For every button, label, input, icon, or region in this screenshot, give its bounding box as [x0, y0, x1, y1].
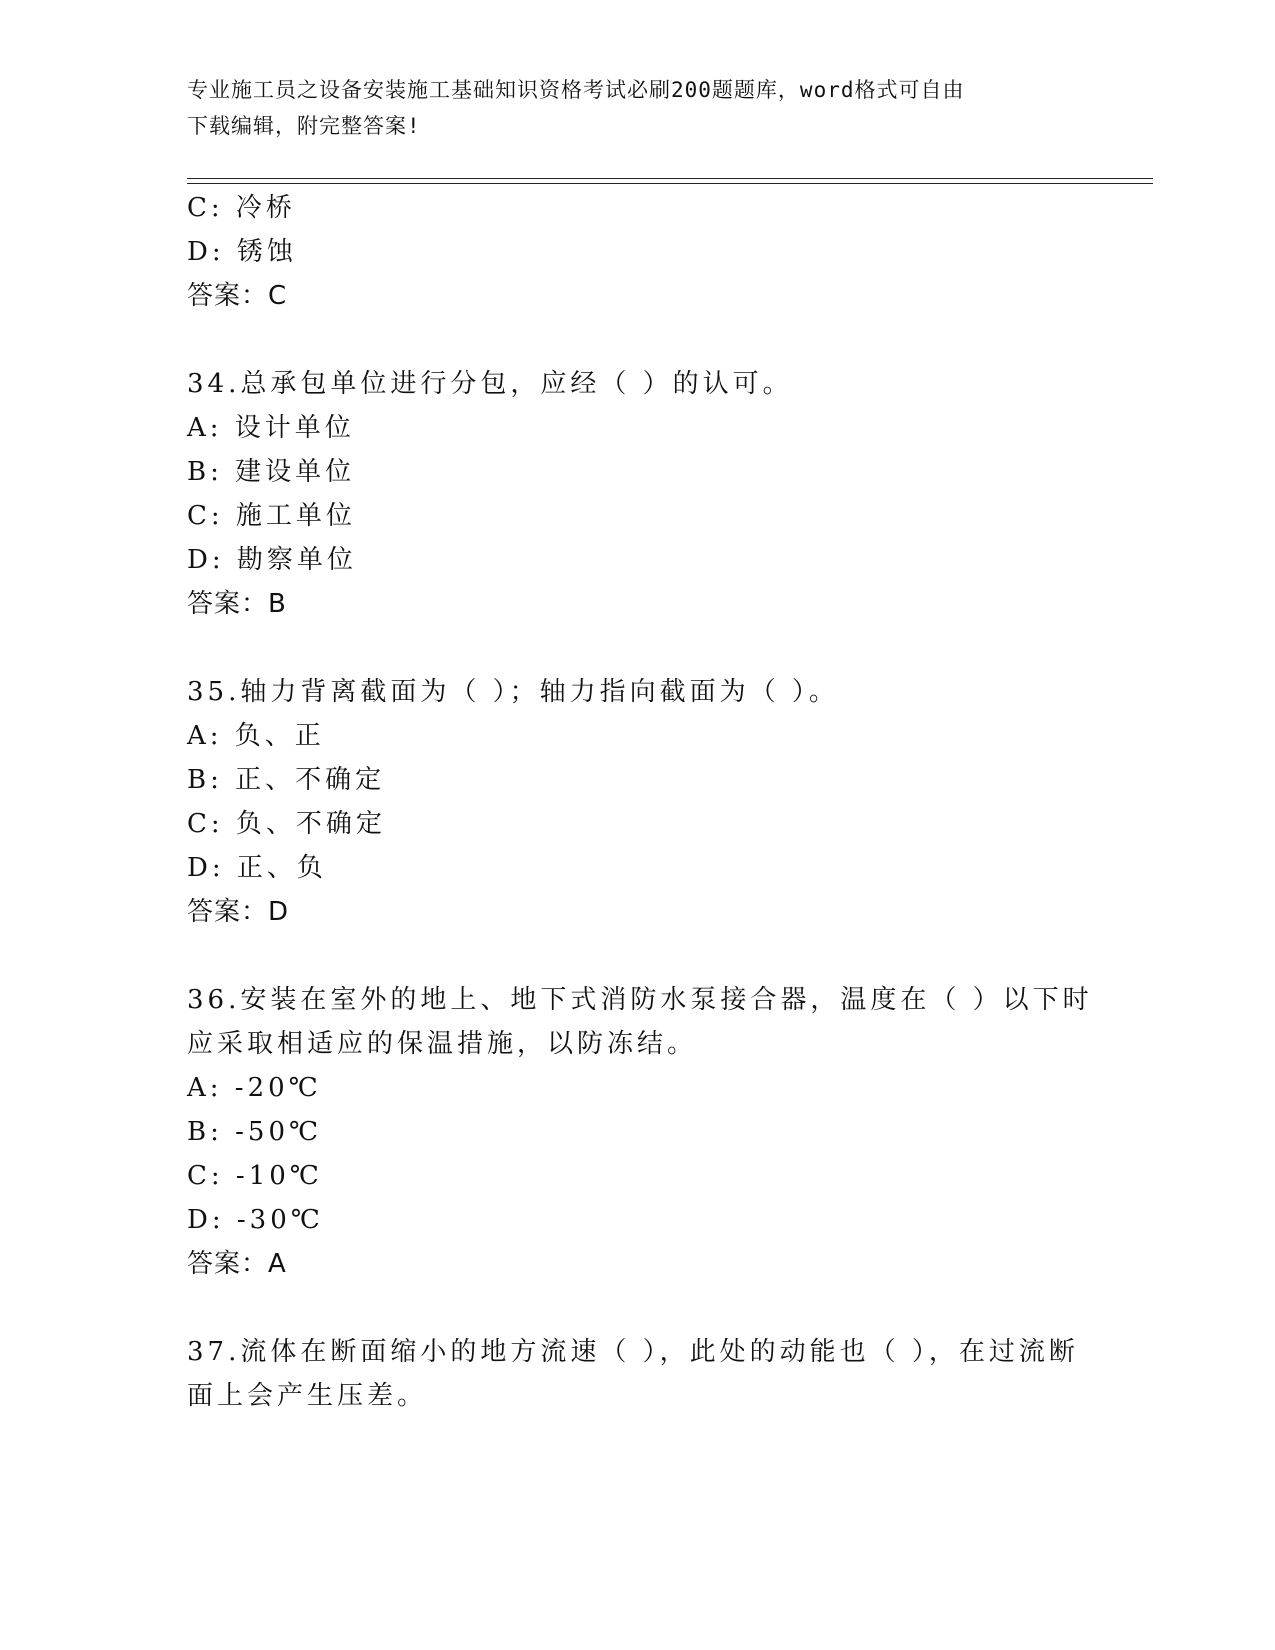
q33-option-c: C: 冷桥 — [187, 193, 296, 223]
header-rule-bottom — [187, 183, 1153, 184]
header-line-2: 下载编辑，附完整答案! — [187, 114, 421, 138]
q36-stem-line-2: 应采取相适应的保温措施，以防冻结。 — [187, 1029, 698, 1059]
header-rule-top — [187, 178, 1153, 179]
q36-stem-line-1: 36.安装在室外的地上、地下式消防水泵接合器，温度在（ ）以下时 — [187, 985, 1093, 1015]
header-line-1: 专业施工员之设备安装施工基础知识资格考试必刷200题题库，word格式可自由 — [187, 78, 965, 102]
q34-option-c: C: 施工单位 — [187, 501, 356, 531]
q34-option-a: A: 设计单位 — [187, 413, 355, 443]
q36-option-a: A: -20℃ — [187, 1073, 322, 1103]
q35-option-d: D: 正、负 — [187, 853, 327, 883]
q36-option-d: D: -30℃ — [187, 1205, 324, 1235]
q35-option-c: C: 负、不确定 — [187, 809, 386, 839]
document-header — [187, 72, 1087, 144]
q35-option-a: A: 负、正 — [187, 721, 325, 751]
q34-stem: 34.总承包单位进行分包，应经（ ）的认可。 — [187, 369, 793, 399]
q36-option-c: C: -10℃ — [187, 1161, 323, 1191]
q37-stem-line-1: 37.流体在断面缩小的地方流速（ ），此处的动能也（ ），在过流断 — [187, 1337, 1079, 1367]
q34-option-b: B: 建设单位 — [187, 457, 356, 487]
q36-answer: 答案：A — [187, 1249, 287, 1279]
q35-option-b: B: 正、不确定 — [187, 765, 386, 795]
q36-option-b: B: -50℃ — [187, 1117, 323, 1147]
q34-answer: 答案：B — [187, 589, 287, 619]
q37-stem-line-2: 面上会产生压差。 — [187, 1381, 428, 1411]
q33-option-d: D: 锈蚀 — [187, 237, 297, 267]
q35-stem: 35.轴力背离截面为（ ）；轴力指向截面为（ ）。 — [187, 677, 839, 707]
q34-option-d: D: 勘察单位 — [187, 545, 357, 575]
q35-answer: 答案：D — [187, 897, 290, 927]
q33-answer: 答案：C — [187, 281, 288, 311]
